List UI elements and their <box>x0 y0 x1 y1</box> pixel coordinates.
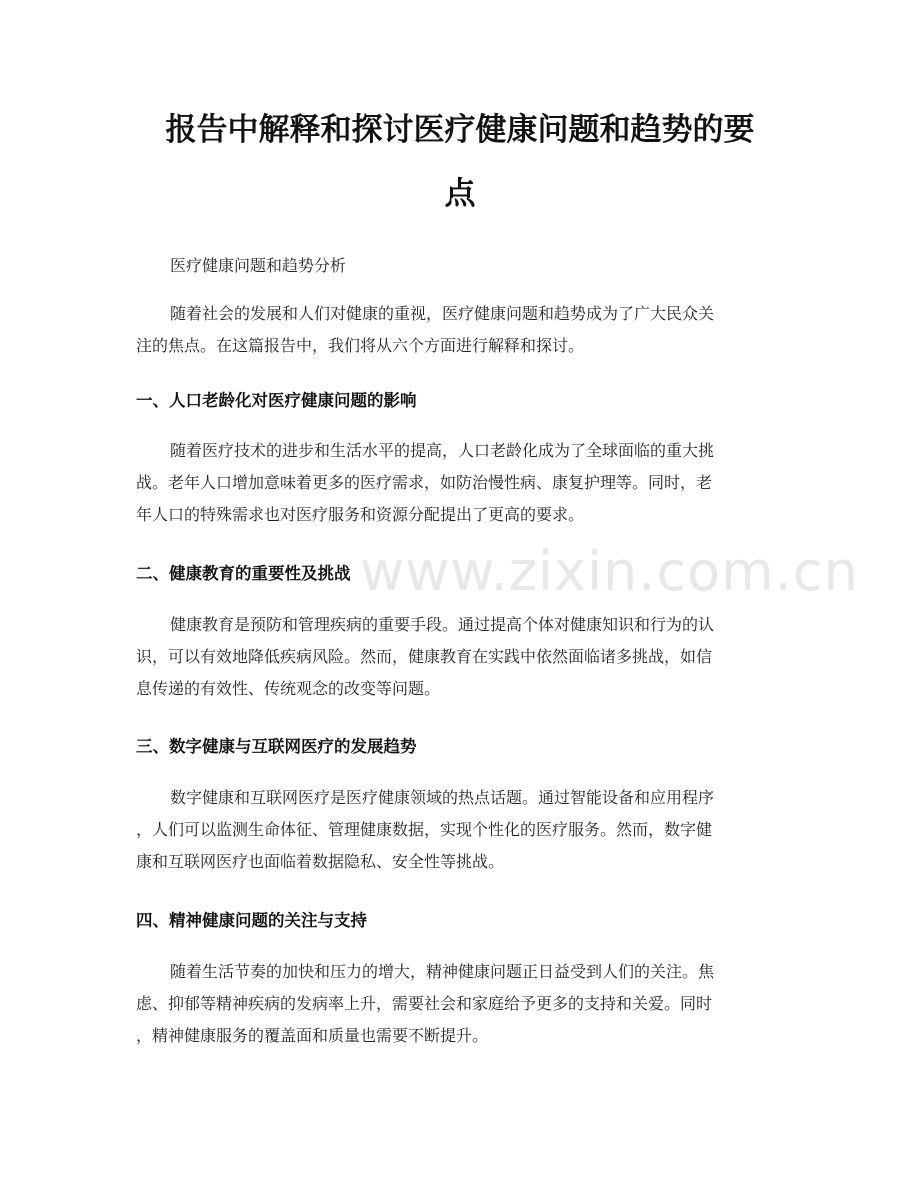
section-1-heading: 一、人口老龄化对医疗健康问题的影响 <box>136 391 417 410</box>
paragraph-line: 数字健康和互联网医疗是医疗健康领域的热点话题。通过智能设备和应用程序 <box>170 788 715 807</box>
paragraph-line: 息传递的有效性、传统观念的改变等问题。 <box>136 679 441 698</box>
paragraph-line: 随着社会的发展和人们对健康的重视，医疗健康问题和趋势成为了广大民众关 <box>170 304 715 323</box>
section-2-paragraph <box>136 609 796 705</box>
paragraph-line: 战。老年人口增加意味着更多的医疗需求，如防治慢性病、康复护理等。同时，老 <box>136 473 713 492</box>
paragraph-line: 识，可以有效地降低疾病风险。然而，健康教育在实践中依然面临诸多挑战，如信 <box>136 647 713 666</box>
document-title-line-1: 报告中解释和探讨医疗健康问题和趋势的要 <box>165 112 755 148</box>
section-1-paragraph <box>136 435 796 531</box>
section-2-heading: 二、健康教育的重要性及挑战 <box>136 564 351 583</box>
paragraph-line: 随着医疗技术的进步和生活水平的提高，人口老龄化成为了全球面临的重大挑 <box>170 441 715 460</box>
document-title-line-2: 点 <box>444 176 476 212</box>
paragraph-line: 年人口的特殊需求也对医疗服务和资源分配提出了更高的要求。 <box>136 505 585 524</box>
section-4-heading: 四、精神健康问题的关注与支持 <box>136 911 367 930</box>
intro-paragraph <box>136 298 796 362</box>
subtitle-paragraph <box>136 250 796 282</box>
section-4-paragraph <box>136 956 796 1052</box>
paragraph-line: 康和互联网医疗也面临着数据隐私、安全性等挑战。 <box>136 852 505 871</box>
paragraph-line: 健康教育是预防和管理疾病的重要手段。通过提高个体对健康知识和行为的认 <box>170 615 715 634</box>
paragraph-line: ，人们可以监测生命体征、管理健康数据，实现个性化的医疗服务。然而，数字健 <box>136 820 713 839</box>
paragraph-line: 随着生活节奏的加快和压力的增大，精神健康问题正日益受到人们的关注。焦 <box>170 962 715 981</box>
section-3-paragraph <box>136 782 796 878</box>
paragraph-line: ，精神健康服务的覆盖面和质量也需要不断提升。 <box>136 1026 489 1045</box>
paragraph-line: 虑、抑郁等精神疾病的发病率上升，需要社会和家庭给予更多的支持和关爱。同时 <box>136 994 713 1013</box>
subtitle-text: 医疗健康问题和趋势分析 <box>170 256 347 275</box>
watermark-text: www.zixin.com.cn <box>360 540 859 603</box>
section-3-heading: 三、数字健康与互联网医疗的发展趋势 <box>136 737 417 756</box>
paragraph-line: 注的焦点。在这篇报告中，我们将从六个方面进行解释和探讨。 <box>136 336 585 355</box>
